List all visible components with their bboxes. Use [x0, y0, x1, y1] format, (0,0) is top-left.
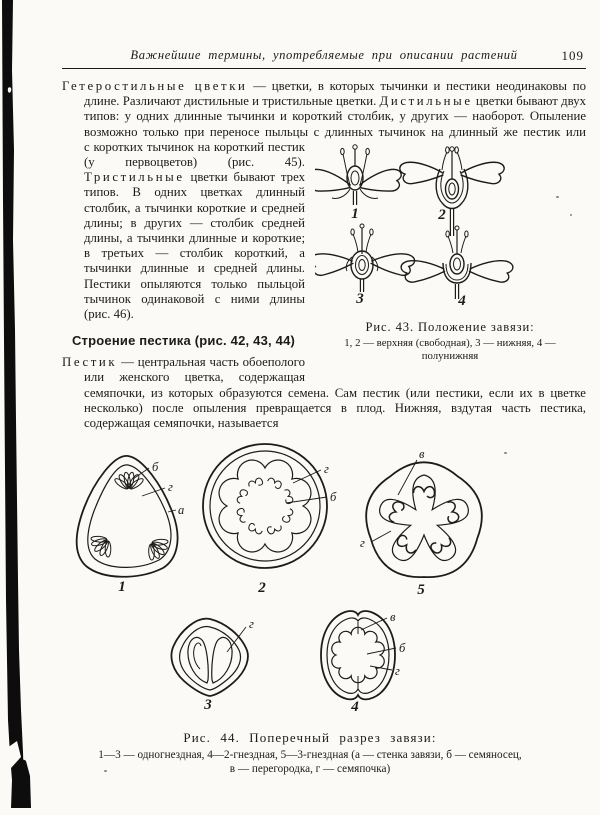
- flower-diagram-3: [315, 224, 416, 292]
- paragraph-heterostylous: [62, 79, 586, 140]
- running-header: [62, 48, 586, 63]
- fig44-caption-title: Рис. 44. Поперечный разрез завязи:: [183, 730, 437, 746]
- paragraph-continuation-text2: цветки бывают трех типов. В одних цветках длинный столбик, а тычинки короткие и средней длины; в других — столбик средней длины, а тычинки длинные и короткие; в третьих — столбик короткий, а тычинки длинные и средней длины. Пестики опыляются только пыльцой тычинок одинаковой с ними длины (рис. 46).: [84, 170, 305, 322]
- term-pistil: Пестик: [62, 355, 118, 370]
- flower-diagram-1: [315, 145, 402, 205]
- fig44-caption-line1: 1—3 — одногнездная, 4—2-гнездная, 5—3-гнездная (а — стенка завязи, б — семяносец,: [98, 749, 522, 762]
- cross-section-2: [203, 444, 327, 568]
- paragraph-pistil-text: — центральная часть обоеполого или женского цветка, содержащая семяпочки, из которых образуются семена. Сам пестик (или пестики, если их в цветке несколько) после опыления превращается в плод. Нижняя, вздутая часть пестика, содержащая семяпочки, называется: [84, 355, 586, 431]
- cross-section-4: [321, 611, 396, 699]
- paragraph-continuation-text1: с коротких тычинок на короткий пестик (у первоцветов) (рис. 45).: [84, 139, 305, 170]
- section-heading: Строение пестика (рис. 42, 43, 44): [71, 333, 296, 349]
- term-tristylous: Тристильные: [84, 170, 185, 185]
- section2-label-g: г: [324, 462, 329, 477]
- ovule-fan-right: [148, 539, 168, 560]
- fig44-drawing: [30, 439, 590, 721]
- paragraph-pistil: [62, 355, 586, 431]
- ovule-curls: [236, 477, 294, 535]
- cross-section-5: [366, 460, 482, 577]
- term-heterostylous: Гетеростильные цветки: [62, 79, 248, 93]
- section1-label-b: б: [152, 460, 159, 475]
- fig43-number-3: 3: [356, 290, 364, 307]
- section3-label-g: г: [249, 617, 254, 632]
- section2-label-b: б: [330, 490, 337, 505]
- section5-label-g: г: [360, 536, 365, 551]
- fig43-number-4: 4: [458, 292, 466, 309]
- section4-label-b: б: [399, 641, 406, 656]
- cross-section-1: [77, 456, 178, 577]
- figure-44: [30, 431, 590, 776]
- section1-label-a: а: [178, 503, 185, 518]
- fig44-number-5: 5: [417, 582, 425, 599]
- binding-edge: [0, 0, 36, 815]
- paragraph-distylous-text: цветки бывают двух типов: у одних длинные тычинки и короткий столбик, у других — наоборот. Опыление возможно только при переносе пыльцы с длинных тычинок на длинный же пестик или: [84, 94, 586, 139]
- cross-section-3: [171, 619, 247, 696]
- fig43-number-1: 1: [351, 205, 359, 222]
- header-title: Важнейшие термины, употребляемые при описании растений: [130, 48, 518, 62]
- figure-43: [314, 142, 586, 363]
- fig43-number-2: 2: [438, 206, 446, 223]
- ovule-curls-5: [388, 487, 460, 556]
- fig44-number-4: 4: [351, 699, 359, 716]
- fig44-number-1: 1: [118, 579, 126, 596]
- fig43-drawing: [315, 142, 585, 310]
- term-distylous: Дистильные: [379, 94, 473, 109]
- header-rule: [62, 68, 586, 69]
- fig44-caption-line2: в — перегородка, г — семяпочка): [229, 762, 391, 775]
- fig44-number-3: 3: [204, 697, 212, 714]
- section1-label-g: г: [168, 480, 173, 495]
- paragraph-heterostylous-text: — цветки, в которых тычинки и пестики неодинаковы по длине. Различают дистильные и тристильные цветки.: [84, 79, 586, 109]
- page-content: [62, 0, 586, 776]
- section5-label-v: в: [419, 447, 425, 462]
- flower-diagram-4: [400, 226, 514, 299]
- section4-label-v: в: [390, 610, 396, 625]
- fig43-caption-title: Рис. 43. Положение завязи:: [365, 319, 535, 334]
- ovule-fan-left: [91, 536, 111, 557]
- flower-diagram-2: [399, 147, 506, 236]
- fig44-number-2: 2: [258, 580, 266, 597]
- fig43-caption-detail: 1, 2 — верхняя (свободная), 3 — нижняя, 4 — полунижняя: [344, 336, 556, 362]
- header-page-number: 109: [561, 48, 584, 63]
- section4-label-g: г: [395, 664, 400, 679]
